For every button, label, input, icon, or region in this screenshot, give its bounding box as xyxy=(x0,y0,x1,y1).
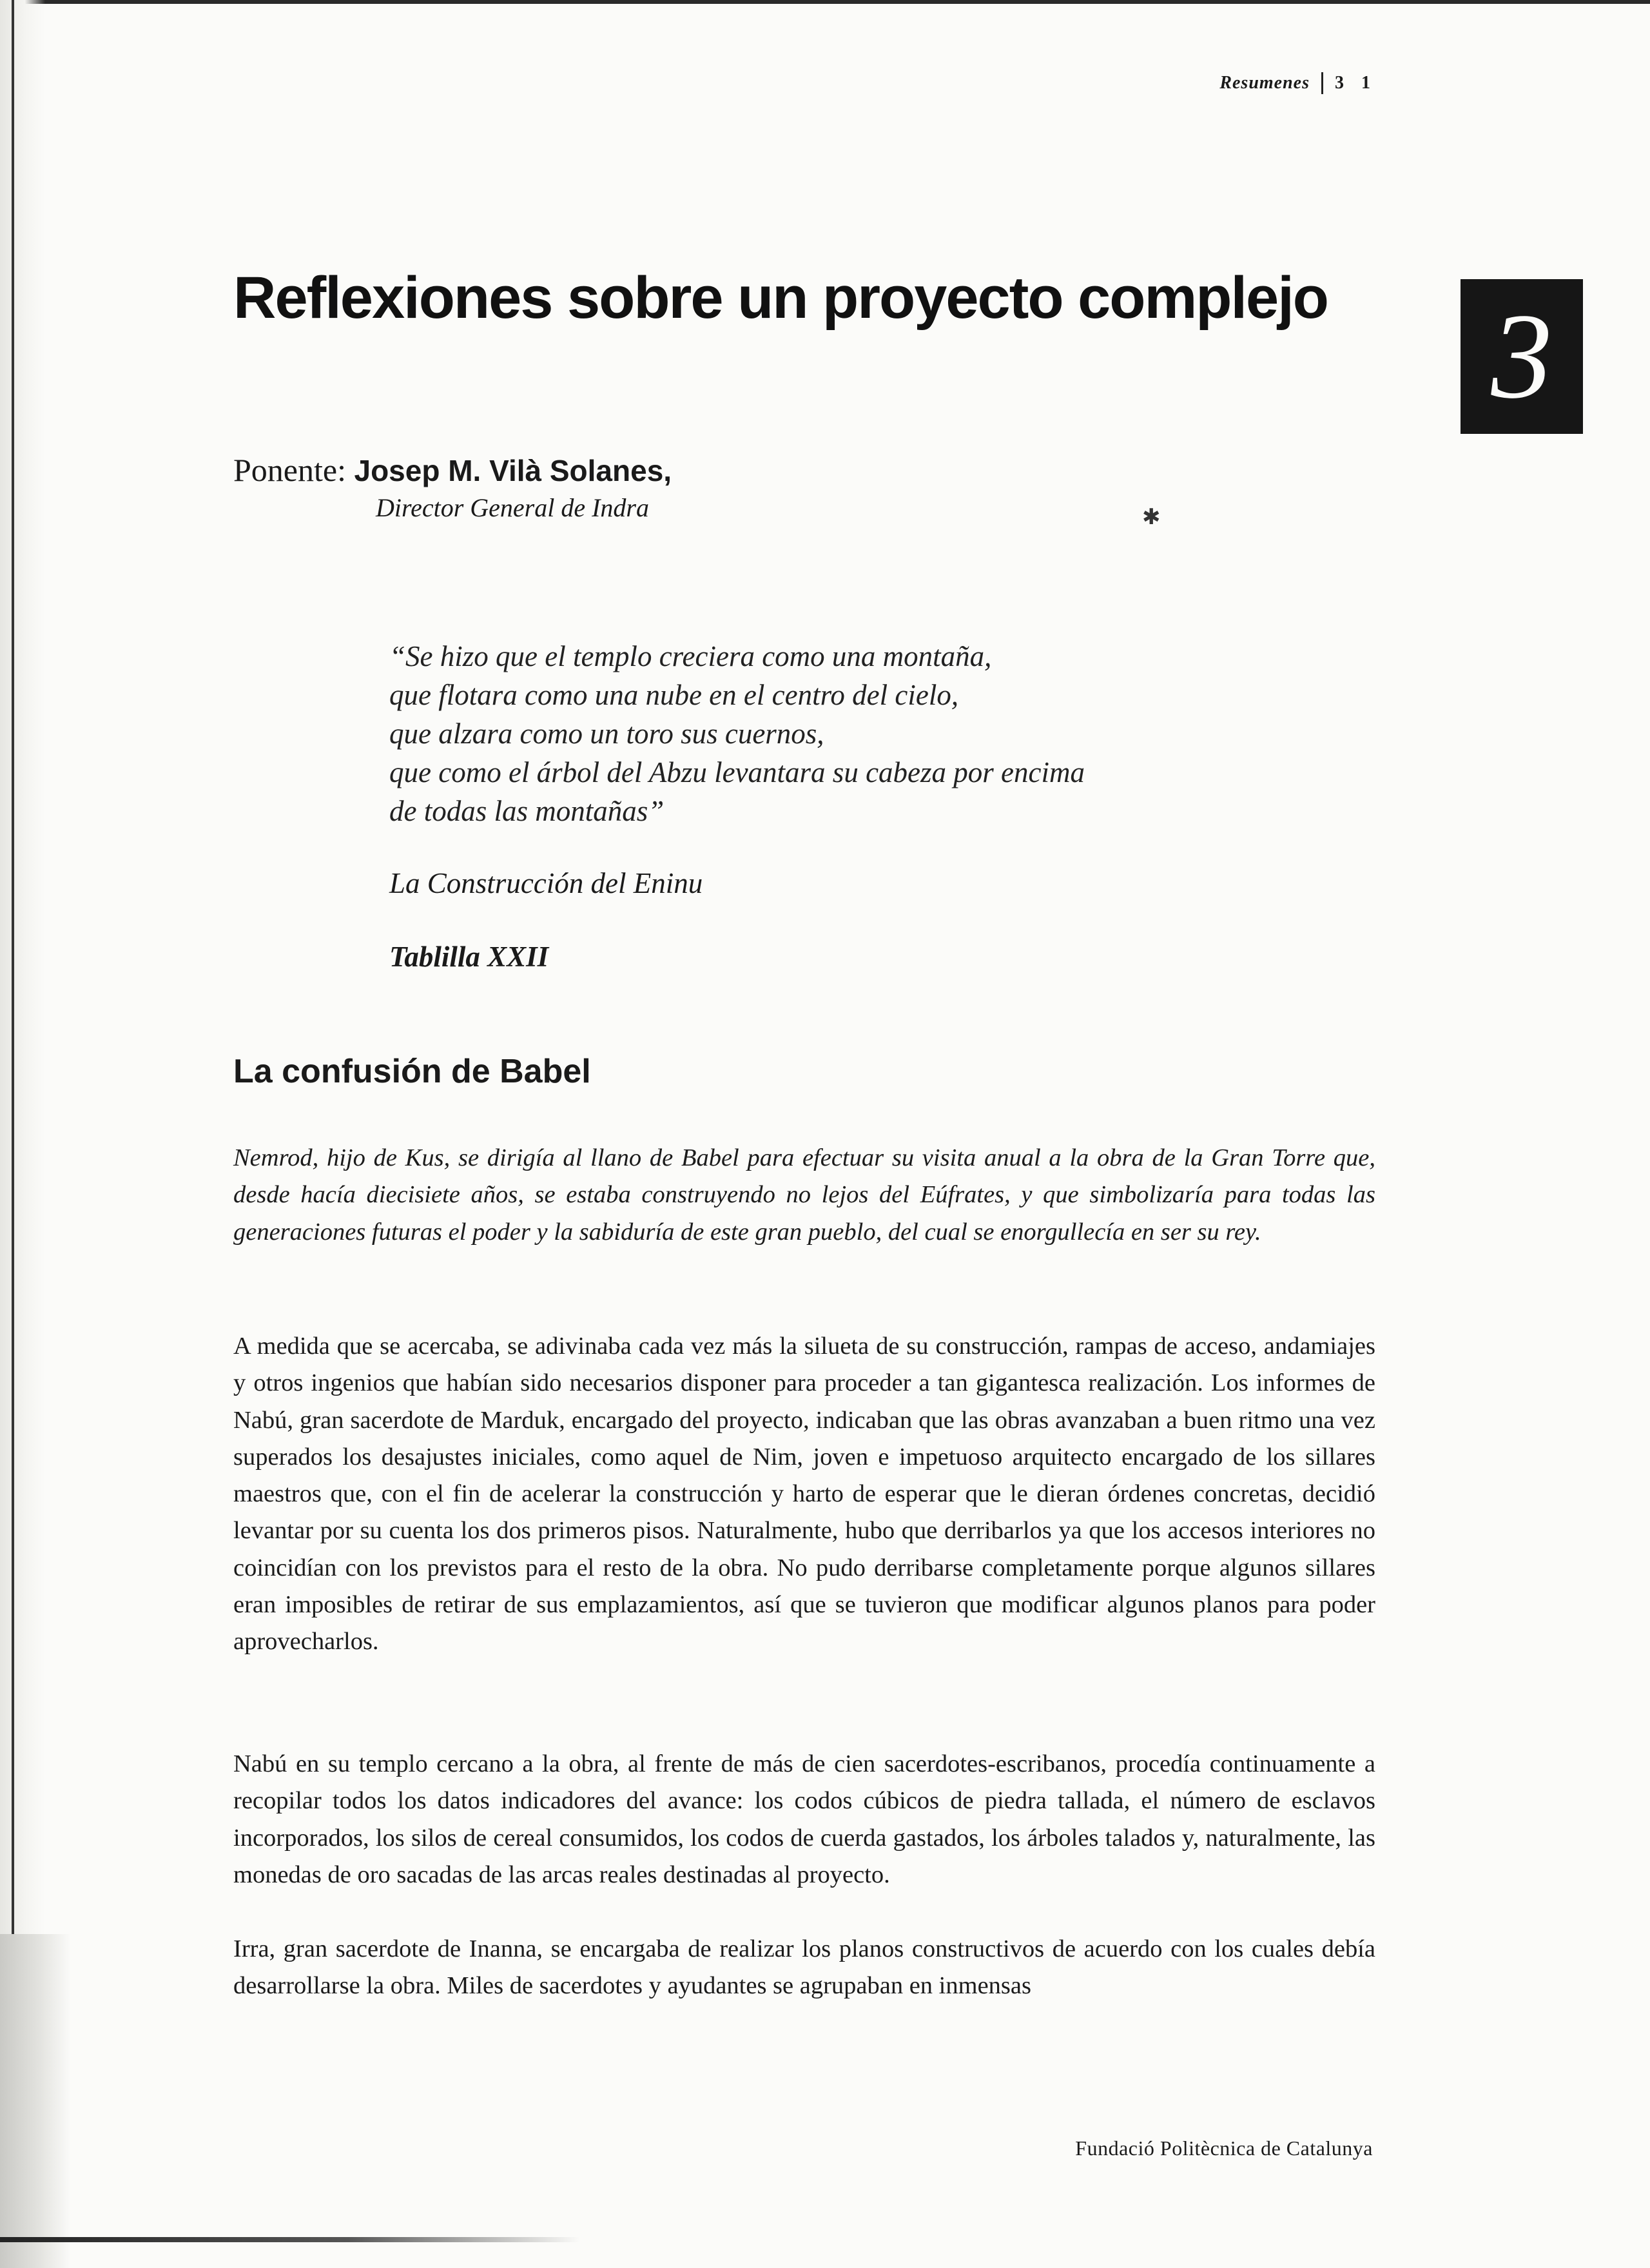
speaker-name: Josep M. Vilà Solanes, xyxy=(354,454,672,487)
epigraph-line: que como el árbol del Abzu levantara su cabeza por encima xyxy=(389,756,1085,788)
epigraph-line: de todas las montañas” xyxy=(389,795,665,827)
speaker-role: Director General de Indra xyxy=(376,493,649,522)
epigraph-tablet: Tablilla XXII xyxy=(389,941,549,973)
running-head xyxy=(1219,72,1377,94)
scan-left-shadow xyxy=(0,0,45,2268)
chapter-number-badge xyxy=(1461,279,1583,434)
stray-mark: ✱ xyxy=(1142,505,1161,529)
body-paragraph: A medida que se acercaba, se adivinaba cada vez más la silueta de su construcción, rampas de acceso, andamiajes y otros ingenios que habían sido necesarios disponer para proceder a tan gigantesca realización. Los informes de Nabú, gran sacerdote de Marduk, encargado del proyecto, indicaban que las obras avanzaban a buen ritmo una vez superados los desajustes iniciales, como aquel de Nim, joven e impetuoso arquitecto encargado de los sillares maestros que, con el fin de acelerar la construcción y harto de esperar que le dieran órdenes concretas, decidió levantar por su cuenta los dos primeros pisos. Naturalmente, hubo que derribarlos ya que los accesos interiores no coincidían con los previstos para el resto de la obra. No pudo derribarse completamente porque algunos sillares eran imposibles de retirar de sus emplazamientos, así que se tuvieron que modificar algunos planos para poder aprovecharlos. xyxy=(233,1333,1375,1656)
footer-publisher: Fundació Politècnica de Catalunya xyxy=(1075,2136,1373,2160)
body-paragraph-intro: Nemrod, hijo de Kus, se dirigía al llano de Babel para efectuar su visita anual a la obra de la Gran Torre que, desde hacía diecisiete años, se estaba construyendo no lejos del Eúfrates, y que simbolizaría para todas las generaciones futuras el poder y la sabiduría de este gran pueblo, del cual se enorgullecía en ser su rey. xyxy=(233,1144,1375,1246)
section-heading: La confusión de Babel xyxy=(233,1053,591,1090)
epigraph-source: La Construcción del Eninu xyxy=(389,867,703,899)
epigraph-line: que flotara como una nube en el centro del cielo, xyxy=(389,679,959,711)
scan-left-edge xyxy=(12,0,14,2268)
epigraph xyxy=(389,637,1227,830)
epigraph-line: que alzara como un toro sus cuernos, xyxy=(389,718,824,750)
epigraph-line: “Se hizo que el templo creciera como una montaña, xyxy=(389,640,992,672)
speaker-line xyxy=(233,451,672,489)
chapter-number: 3 xyxy=(1491,289,1553,424)
page-title: Reflexiones sobre un proyecto complejo xyxy=(233,265,1328,331)
running-head-section: Resumenes xyxy=(1219,73,1310,93)
scan-top-edge xyxy=(0,0,1650,4)
body-paragraph: Nabú en su templo cercano a la obra, al frente de más de cien sacerdotes-escribanos, procedía continuamente a recopilar todos los datos indicadores del avance: los codos cúbicos de piedra tallada, el número de esclavos incorporados, los silos de cereal consumidos, los codos de cuerda gastados, los árboles talados y, naturalmente, las monedas de oro sacadas de las arcas reales destinadas al proyecto. xyxy=(233,1750,1375,1888)
page-number: 3 1 xyxy=(1335,73,1377,93)
running-head-divider xyxy=(1321,72,1323,94)
scan-bottom-left-shadow xyxy=(0,1934,71,2268)
scan-bottom-edge xyxy=(0,2237,580,2242)
body-paragraph: Irra, gran sacerdote de Inanna, se encargaba de realizar los planos constructivos de acuerdo con los cuales debía desarrollarse la obra. Miles de sacerdotes y ayudantes se agrupaban en inmensas xyxy=(233,1935,1375,2000)
speaker-label: Ponente: xyxy=(233,452,346,488)
